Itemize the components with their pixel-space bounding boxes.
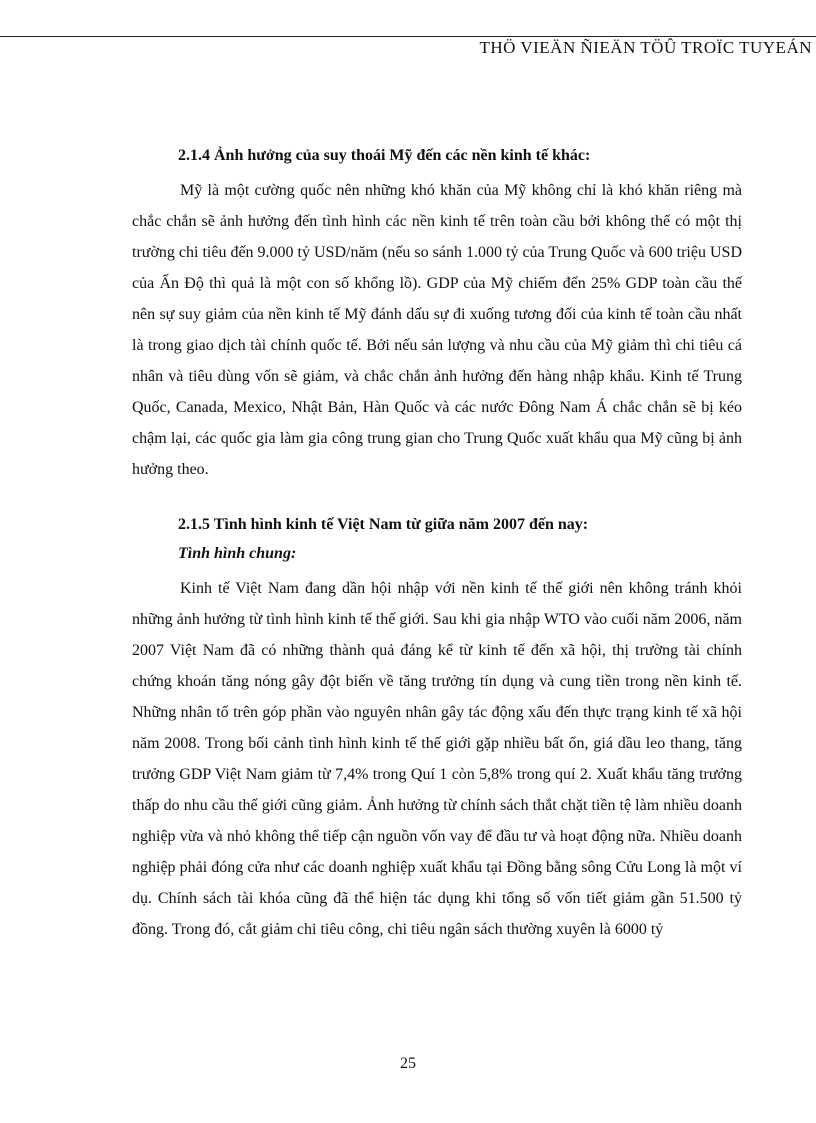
running-header: THÖ VIEÄN ÑIEÄN TÖÛ TROÏC TUYEÁN [479,38,812,57]
section-2-1-4-paragraph: Mỹ là một cường quốc nên những khó khăn của Mỹ không chỉ là khó khăn riêng mà chắc chắn sẽ ảnh hưởng đến tình hình các nền kinh tế trên toàn cầu bởi không thể có một thị trường chi tiêu đến 9.000 tỷ USD/năm (nếu so sánh 1.000 tỷ của Trung Quốc và 600 triệu USD của Ấn Độ thì quả là một con số khổng lồ). GDP của Mỹ chiếm đến 25% GDP toàn cầu thế nên sự suy giảm của nền kinh tế Mỹ đánh dấu sự đi xuống tương đối của kinh tế toàn cầu nhất là trong giao dịch tài chính quốc tế. Bởi nếu sản lượng và nhu cầu của Mỹ giảm thì chi tiêu cá nhân và tiêu dùng vốn sẽ giảm, và chắc chắn ảnh hưởng đến hàng nhập khẩu. Kinh tế Trung Quốc, Canada, Mexico, Nhật Bản, Hàn Quốc và các nước Đông Nam Á chắc chắn sẽ bị kéo chậm lại, các quốc gia làm gia công trung gian cho Trung Quốc xuất khẩu qua Mỹ cũng bị ảnh hưởng theo. [132,182,742,478]
page-body [132,146,742,945]
section-2-1-4-heading: 2.1.4 Ảnh hưởng của suy thoái Mỹ đến các nền kinh tế khác: [178,147,591,164]
section-2-1-5-subheading: Tình hình chung: [178,545,297,562]
page-number: 25 [400,1055,416,1072]
section-2-1-5-heading: 2.1.5 Tình hình kinh tế Việt Nam từ giữa năm 2007 đến nay: [178,516,589,533]
section-2-1-5-paragraph: Kinh tế Việt Nam đang dần hội nhập với nền kinh tế thế giới nên không tránh khỏi những ảnh hưởng từ tình hình kinh tế thế giới. Sau khi gia nhập WTO vào cuối năm 2006, năm 2007 Việt Nam đã có những thành quả đáng kể từ kinh tế đến xã hội, thị trường tài chính chứng khoán tăng nóng gây đột biến về tăng trưởng tín dụng và cung tiền trong nền kinh tế. Những nhân tố trên góp phần vào nguyên nhân gây tác động xấu đến thực trạng kinh tế xã hội năm 2008. Trong bối cảnh tình hình kinh tế thế giới gặp nhiều bất ổn, giá dầu leo thang, tăng trưởng GDP Việt Nam giảm từ 7,4% trong Quí 1 còn 5,8% trong quí 2. Xuất khẩu tăng trưởng thấp do nhu cầu thế giới cũng giảm. Ảnh hưởng từ chính sách thắt chặt tiền tệ làm nhiều doanh nghiệp vừa và nhỏ không thể tiếp cận nguồn vốn vay để đầu tư và hoạt động nữa. Nhiều doanh nghiệp phải đóng cửa như các doanh nghiệp xuất khẩu tại Đồng bằng sông Cửu Long là một ví dụ. Chính sách tài khóa cũng đã thể hiện tác dụng khi tổng số vốn tiết giảm gần 51.500 tỷ đồng. Trong đó, cắt giảm chi tiêu công, chi tiêu ngân sách thường xuyên là 6000 tỷ [132,580,742,938]
header-rule [0,36,816,37]
